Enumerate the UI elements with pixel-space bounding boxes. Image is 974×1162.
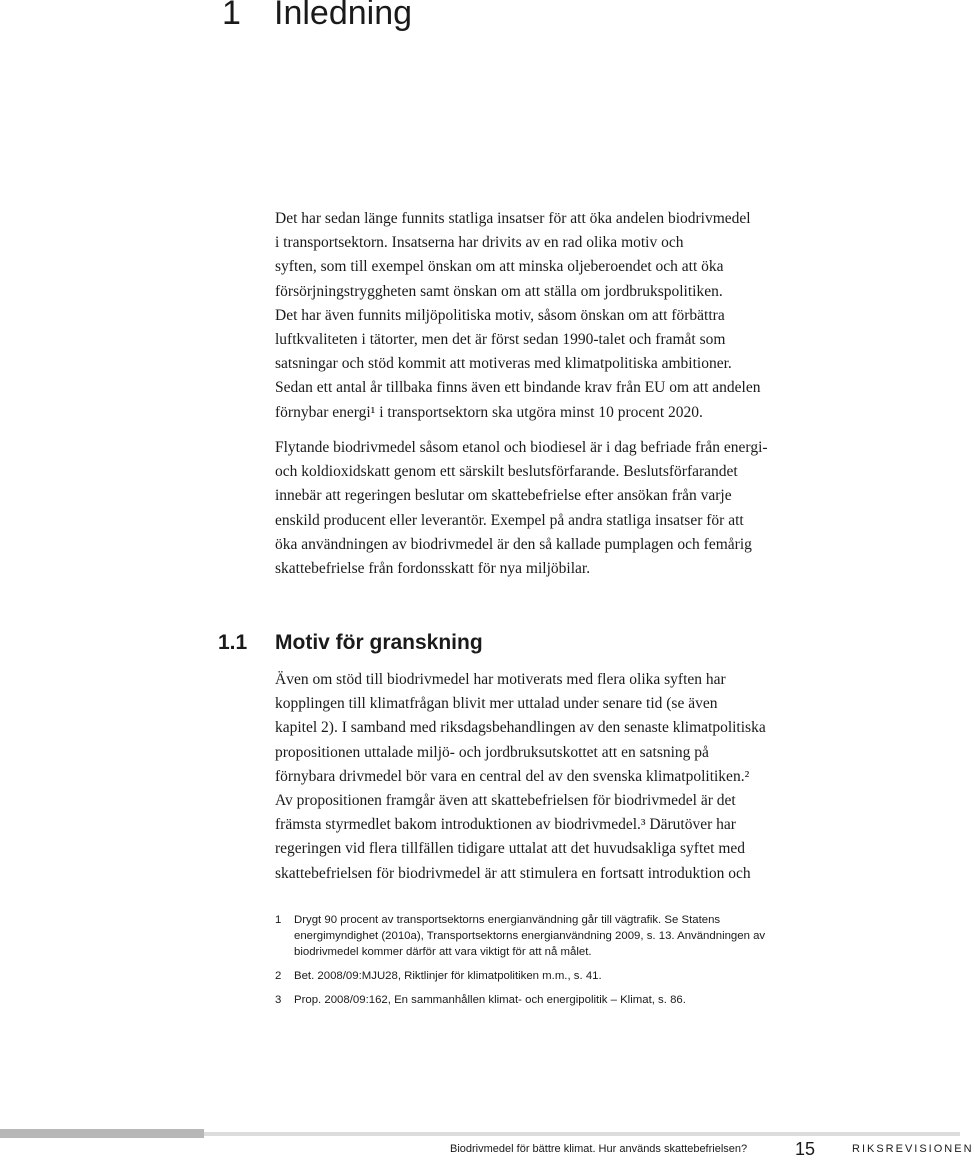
footnotes bbox=[275, 912, 875, 1016]
section-line: Även om stöd till biodrivmedel har motiverats med flera olika syften har bbox=[275, 671, 726, 688]
section-number: 1.1 bbox=[218, 631, 248, 654]
intro-line: Sedan ett antal år tillbaka finns även ett bindande krav från EU om att andelen bbox=[275, 379, 761, 397]
intro-paragraph bbox=[275, 207, 855, 425]
second-paragraph bbox=[275, 436, 855, 581]
section-line: propositionen uttalade miljö- och jordbruksutskottet att en satsning på bbox=[275, 743, 709, 761]
paragraph-line: enskild producent eller leverantör. Exempel på andra statliga insatser för att bbox=[275, 511, 744, 529]
intro-line: i transportsektorn. Insatserna har drivits av en rad olika motiv och bbox=[275, 234, 684, 252]
footnote bbox=[275, 968, 875, 984]
chapter-title bbox=[222, 0, 412, 33]
intro-line: förnybar energi¹ i transportsektorn ska utgöra minst 10 procent 2020. bbox=[275, 403, 703, 421]
footnote-line: energimyndighet (2010a), Transportsektorns energianvändning 2009, s. 13. Användningen av bbox=[294, 930, 766, 942]
chapter-title-text: Inledning bbox=[274, 0, 413, 32]
footnote bbox=[275, 912, 875, 960]
paragraph-line: öka användningen av biodrivmedel är den så kallade pumplagen och femårig bbox=[275, 535, 752, 553]
footnote bbox=[275, 992, 875, 1008]
intro-line: satsningar och stöd kommit att motiveras med klimatpolitiska ambitioner. bbox=[275, 355, 732, 373]
paragraph-line: och koldioxidskatt genom ett särskilt beslutsförfarande. Beslutsförfarandet bbox=[275, 463, 738, 481]
footnote-line: biodrivmedel kommer därför att vara viktigt för att nå målet. bbox=[294, 946, 592, 958]
intro-line: Det har sedan länge funnits statliga insatser för att öka andelen biodrivmedel bbox=[275, 210, 751, 227]
section-line: skattebefrielsen för biodrivmedel är att stimulera en fortsatt introduktion och bbox=[275, 864, 751, 882]
paragraph-line: skattebefrielse från fordonsskatt för nya miljöbilar. bbox=[275, 560, 591, 578]
paragraph-line: innebär att regeringen beslutar om skattebefrielse efter ansökan från varje bbox=[275, 487, 732, 505]
chapter-number: 1 bbox=[222, 0, 241, 32]
section-line: Av propositionen framgår även att skattebefrielsen för biodrivmedel är det bbox=[275, 792, 736, 810]
section-paragraph bbox=[275, 668, 855, 886]
footer-bar-light bbox=[204, 1132, 960, 1136]
page-number: 15 bbox=[795, 1139, 816, 1159]
section-line: kopplingen till klimatfrågan blivit mer uttalad under senare tid (se även bbox=[275, 695, 718, 713]
footnote-line: Drygt 90 procent av transportsektorns energianvändning går till vägtrafik. Se Statens bbox=[294, 914, 721, 926]
brand-name: RIKSREVISIONEN bbox=[852, 1143, 974, 1155]
footer-bar-dark bbox=[0, 1129, 204, 1138]
section-line: kapitel 2). I samband med riksdagsbehandlingen av den senaste klimatpolitiska bbox=[275, 719, 766, 737]
section-line: förnybara drivmedel bör vara en central del av den svenska klimatpolitiken.² bbox=[275, 767, 750, 785]
footnote-line: Bet. 2008/09:MJU28, Riktlinjer för klimatpolitiken m.m., s. 41. bbox=[294, 970, 602, 982]
intro-line: syften, som till exempel önskan om att minska oljeberoendet och att öka bbox=[275, 258, 724, 276]
section-line: främsta styrmedlet bakom introduktionen av biodrivmedel.³ Därutöver har bbox=[275, 816, 736, 834]
footnote-line: Prop. 2008/09:162, En sammanhållen klimat- och energipolitik – Klimat, s. 86. bbox=[294, 994, 686, 1006]
section-heading bbox=[218, 631, 483, 655]
intro-line: Det har även funnits miljöpolitiska motiv, såsom önskan om att förbättra bbox=[275, 306, 725, 324]
paragraph-line: Flytande biodrivmedel såsom etanol och biodiesel är i dag befriade från energi- bbox=[275, 439, 768, 456]
footer-document-title: Biodrivmedel för bättre klimat. Hur används skattebefrielsen? bbox=[450, 1143, 748, 1155]
intro-line: försörjningstryggheten samt önskan om att ställa om jordbrukspolitiken. bbox=[275, 282, 723, 300]
footnote-number: 1 bbox=[275, 914, 282, 926]
section-line: regeringen vid flera tillfällen tidigare uttalat att det huvudsakliga syftet med bbox=[275, 840, 746, 858]
intro-line: luftkvaliteten i tätorter, men det är först sedan 1990-talet och framåt som bbox=[275, 331, 726, 349]
footnote-number: 2 bbox=[275, 970, 282, 982]
footnote-number: 3 bbox=[275, 994, 282, 1006]
section-title: Motiv för granskning bbox=[275, 631, 483, 654]
